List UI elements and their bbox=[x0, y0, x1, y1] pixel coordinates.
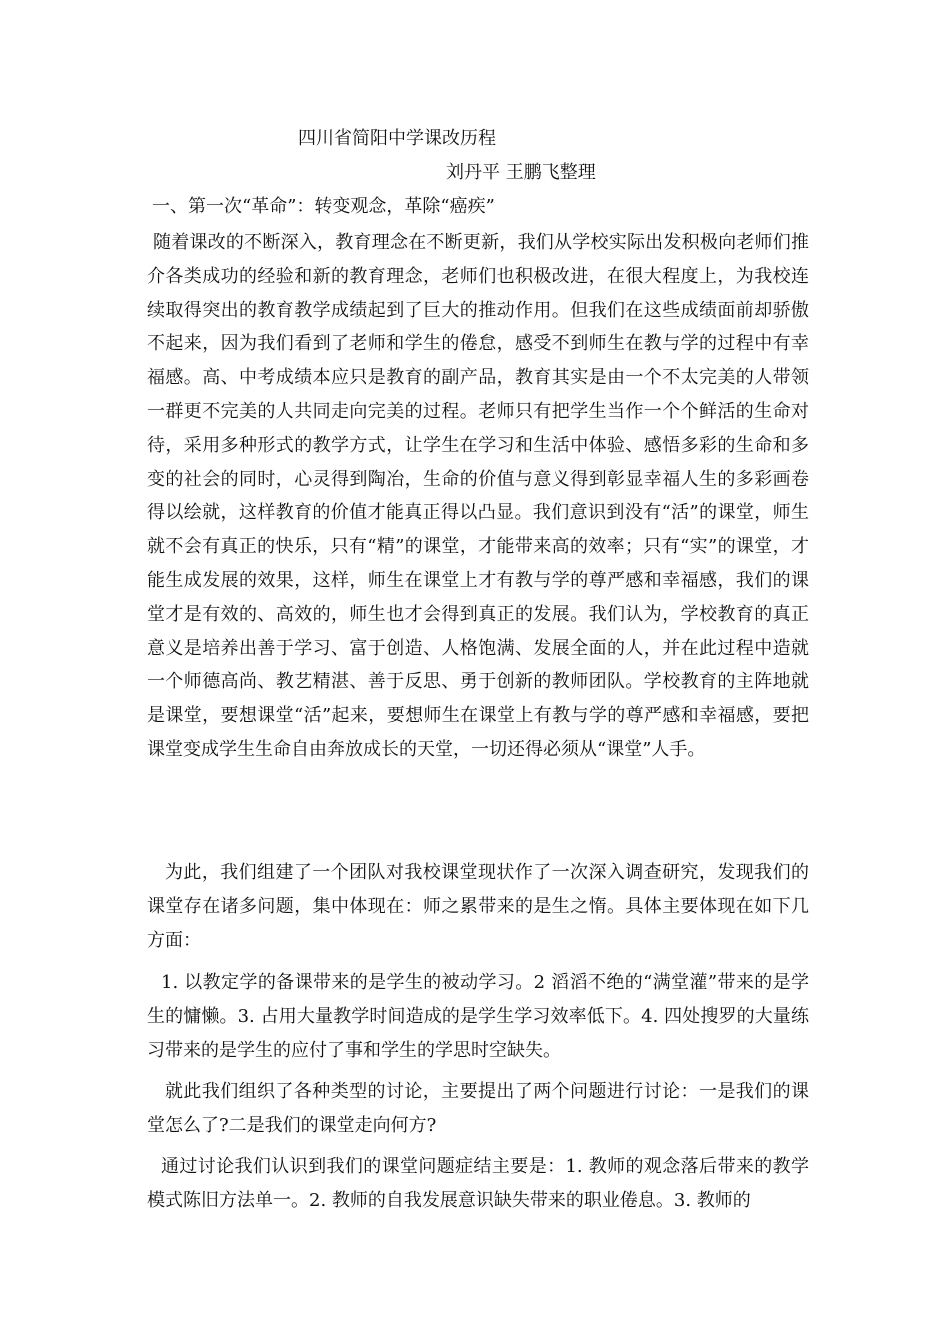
section-heading: 一、第一次“革命”：转变观念，革除“癌疾” bbox=[152, 196, 495, 217]
paragraph-3: 1. 以教定学的备课带来的是学生的被动学习。2 滔滔不绝的“满堂灌”带来的是学生的慵懒。3. 占用大量教学时间造成的是学生学习效率低下。4. 四处搜罗的大量练习带来的是学生的应付了事和学生的学思时空缺失。 bbox=[147, 972, 809, 1061]
document-title: 四川省简阳中学课改历程 bbox=[298, 128, 496, 149]
paragraph-5: 通过讨论我们认识到我们的课堂问题症结主要是：1. 教师的观念落后带来的教学模式陈旧方法单一。2. 教师的自我发展意识缺失带来的职业倦息。3. 教师的 bbox=[147, 1156, 809, 1211]
paragraph-2: 为此，我们组建了一个团队对我校课堂现状作了一次深入调查研究，发现我们的课堂存在诸多问题，集中体现在：师之累带来的是生之惰。具体主要体现在如下几方面： bbox=[147, 862, 809, 951]
document-author: 刘丹平 王鹏飞整理 bbox=[446, 162, 596, 183]
paragraph-4: 就此我们组织了各种类型的讨论，主要提出了两个问题进行讨论：一是我们的课堂怎么了?二是我们的课堂走向何方? bbox=[147, 1081, 809, 1136]
paragraph-1: 随着课改的不断深入，教育理念在不断更新，我们从学校实际出发积极向老师们推介各类成功的经验和新的教育理念，老师们也积极改进，在很大程度上，为我校连续取得突出的教育教学成绩起到了巨大的推动作用。但我们在这些成绩面前却骄傲不起来，因为我们看到了老师和学生的倦怠，感受不到师生在教与学的过程中有幸福感。高、中考成绩本应只是教育的副产品，教育其实是由一个不太完美的人带领一群更不完美的人共同走向完美的过程。老师只有把学生当作一个个鲜活的生命对待，采用多种形式的教学方式，让学生在学习和生活中体验、感悟多彩的生命和多变的社会的同时，心灵得到陶冶，生命的价值与意义得到彰显幸福人生的多彩画卷得以绘就，这样教育的价值才能真正得以凸显。我们意识到没有“活”的课堂，师生就不会有真正的快乐，只有“精”的课堂，才能带来高的效率；只有“实”的课堂，才能生成发展的效果，这样，师生在课堂上才有教与学的尊严感和幸福感，我们的课堂才是有效的、高效的，师生也才会得到真正的发展。我们认为，学校教育的真正意义是培养出善于学习、富于创造、人格饱满、发展全面的人，并在此过程中造就一个师德高尚、教艺精湛、善于反思、勇于创新的教师团队。学校教育的主阵地就是课堂，要想课堂“活”起来，要想师生在课堂上有教与学的尊严感和幸福感，要把课堂变成学生生命自由奔放成长的天堂，一切还得必须从“课堂”人手。 bbox=[147, 232, 809, 760]
